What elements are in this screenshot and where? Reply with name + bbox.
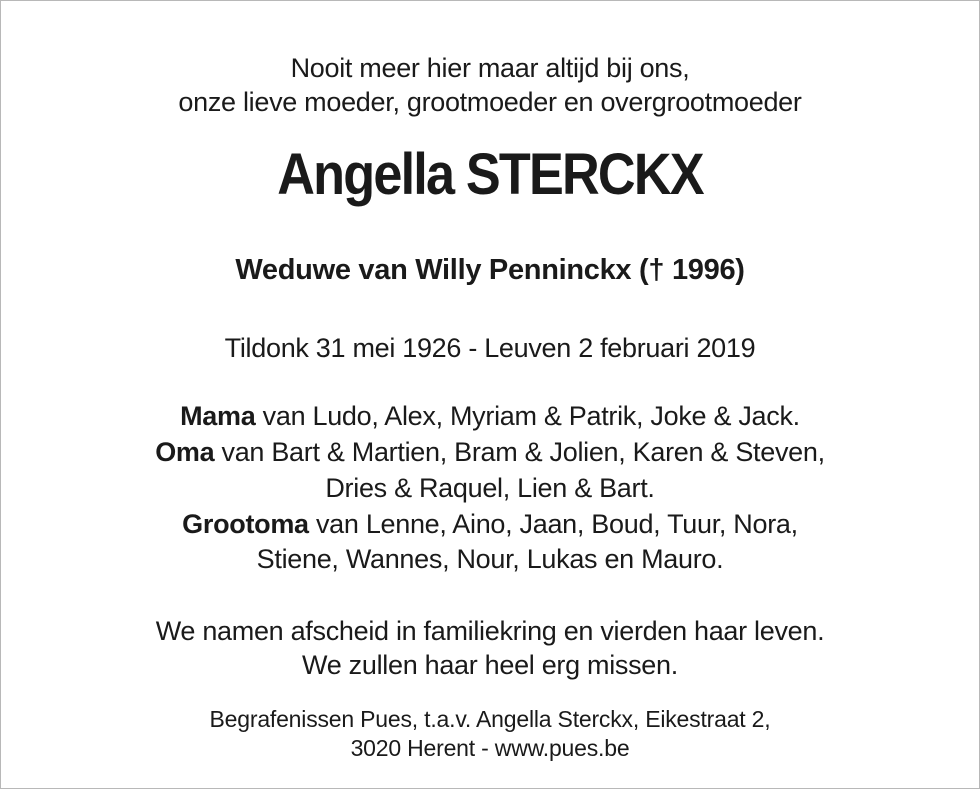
funeral-home-line-2: 3020 Herent - www.pues.be [350, 735, 630, 761]
deceased-name: Angella STERCKX [277, 142, 703, 207]
family-oma-line [1, 435, 979, 469]
family-grootoma-line [1, 507, 979, 541]
grootoma-label: Grootoma [182, 509, 309, 539]
widow-of-line: Weduwe van Willy Penninckx († 1996) [235, 254, 745, 286]
grootoma-great-grandchildren: van Lenne, Aino, Jaan, Boud, Tuur, Nora, [308, 509, 798, 539]
closing-line-1: We namen afscheid in familiekring en vierden haar leven. [155, 616, 825, 646]
intro-line-1: Nooit meer hier maar altijd bij ons, [290, 53, 690, 83]
family-mama-line [1, 399, 979, 433]
intro-line-2: onze lieve moeder, grootmoeder en overgrootmoeder [178, 87, 802, 117]
oma-grandchildren: van Bart & Martien, Bram & Jolien, Karen & Steven, [214, 437, 825, 467]
mama-children: van Ludo, Alex, Myriam & Patrik, Joke & Jack. [255, 401, 800, 431]
mama-label: Mama [180, 401, 256, 431]
closing-line-2: We zullen haar heel erg missen. [302, 650, 678, 680]
oma-label: Oma [155, 437, 215, 467]
family-grootoma-line-cont: Stiene, Wannes, Nour, Lukas en Mauro. [256, 544, 724, 574]
family-oma-line-cont: Dries & Raquel, Lien & Bart. [325, 473, 655, 503]
birth-death-dates: Tildonk 31 mei 1926 - Leuven 2 februari 2019 [224, 333, 756, 363]
funeral-home-line-1: Begrafenissen Pues, t.a.v. Angella Sterckx, Eikestraat 2, [209, 706, 771, 732]
